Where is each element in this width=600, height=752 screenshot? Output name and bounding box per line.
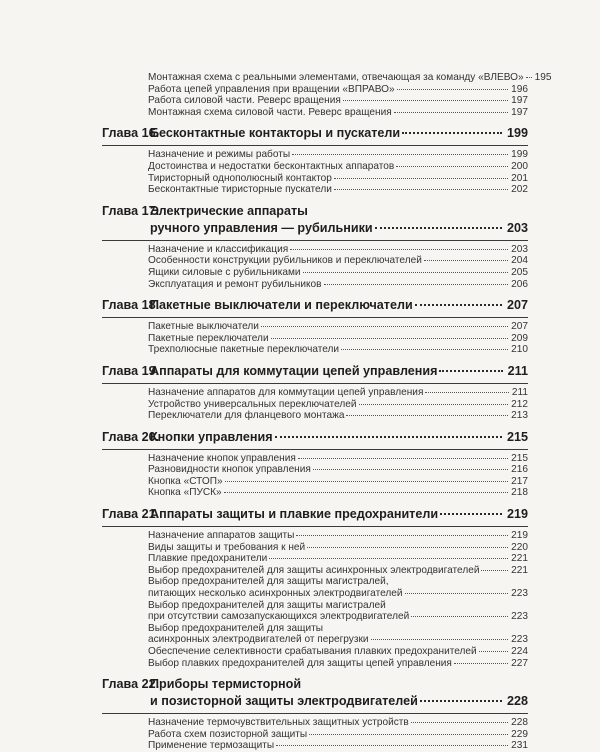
chapter-title: Приборы термисторной: [150, 677, 302, 692]
dot-leader: [396, 166, 508, 167]
dot-leader: [224, 492, 509, 493]
entry-page-number: 227: [511, 657, 528, 669]
entry-page-number: 216: [511, 464, 528, 476]
dot-leader: [292, 154, 508, 155]
entry-text: Обеспечение селективности срабатывания плавких предохранителей: [148, 646, 477, 657]
dot-leader: [479, 651, 508, 652]
dot-leader: [313, 469, 508, 470]
chapter-page-number: 215: [506, 429, 528, 444]
entry-text: Работа цепей управления при вращении «ВПРАВО»: [148, 83, 395, 95]
chapter-page-number: 203: [506, 220, 528, 235]
dot-leader: [341, 349, 508, 350]
entry-row: [148, 634, 528, 646]
dot-leader: [334, 178, 508, 179]
chapter-heading[interactable]: [102, 676, 528, 714]
entry-page-number: 212: [511, 398, 528, 410]
entry-page-number: 231: [511, 740, 528, 752]
dot-leader: [307, 547, 508, 548]
entry-text: Бесконтактные тиристорные пускатели: [148, 184, 332, 196]
entry-page-number: 223: [511, 634, 528, 646]
entry-text: Переключатели для фланцевого монтажа: [148, 410, 345, 422]
entry-text: Выбор предохранителей для защиты: [148, 622, 323, 634]
chapter-number: Глава 22.: [102, 677, 160, 692]
entry-page-number: 217: [511, 475, 528, 487]
dot-leader: [261, 326, 508, 327]
entry-text: Работа силовой части. Реверс вращения: [148, 95, 341, 107]
chapter-page-number: 219: [506, 507, 528, 522]
dot-leader: [440, 513, 502, 515]
entry-page-number: 218: [511, 487, 528, 499]
dot-leader: [359, 404, 509, 405]
entry-page-number: 197: [511, 106, 528, 118]
toc-entry[interactable]: [148, 530, 528, 542]
dot-leader: [269, 558, 508, 559]
chapter-number: Глава 16.: [102, 126, 160, 141]
chapter-title-line: [102, 363, 528, 380]
dot-leader: [439, 370, 502, 372]
entry-text: Достоинства и недостатки бесконтактных аппаратов: [148, 160, 395, 172]
dot-leader: [298, 458, 508, 459]
dot-leader: [424, 260, 508, 261]
chapter-title: и позисторной защиты электродвигателей: [150, 694, 418, 709]
toc-entry[interactable]: [148, 244, 528, 256]
entry-text: Выбор плавких предохранителей для защиты цепей управления: [148, 657, 452, 669]
chapter-title-line: [102, 693, 528, 710]
toc-entry[interactable]: [148, 658, 528, 670]
entry-page-number: 221: [511, 564, 528, 576]
dot-leader: [324, 284, 509, 285]
chapter-number: Глава 19.: [102, 363, 160, 378]
dot-leader: [402, 132, 502, 134]
dot-leader: [346, 415, 508, 416]
toc-entry[interactable]: [148, 333, 528, 345]
entry-text: Назначение кнопок управления: [148, 452, 296, 464]
toc-entry[interactable]: [148, 399, 528, 411]
entry-text: Назначение и классификация: [148, 243, 289, 255]
entry-text: Тиристорный однополюсный контактор: [148, 172, 332, 184]
entry-page-number: 199: [511, 149, 528, 161]
toc-entry[interactable]: [102, 95, 528, 107]
dot-leader: [334, 189, 508, 190]
toc-entry[interactable]: [148, 576, 528, 599]
toc-entry[interactable]: [148, 410, 528, 422]
entry-text: Пакетные выключатели: [148, 321, 259, 333]
entry-text: Выбор предохранителей для защиты асинхронных электродвигателей: [148, 564, 480, 576]
dot-leader: [394, 112, 508, 113]
entry-text: Кнопка «СТОП»: [148, 475, 223, 487]
entry-text: Назначение аппаратов защиты: [148, 530, 295, 542]
entry-page-number: 206: [511, 278, 528, 290]
entry-text: Выбор предохранителей для защиты магистралей,: [148, 576, 389, 588]
chapter-title-line: [102, 506, 528, 523]
toc-entry[interactable]: [148, 184, 528, 196]
chapter-title: Аппараты защиты и плавкие предохранители: [150, 507, 439, 522]
dot-leader: [296, 535, 508, 536]
toc-entry[interactable]: [148, 600, 528, 623]
chapter-title: Аппараты для коммутации цепей управления: [150, 363, 438, 378]
chapter-title-line: [102, 297, 528, 314]
toc-entry[interactable]: [102, 84, 528, 96]
intro-entries: [102, 72, 552, 118]
dot-leader: [343, 100, 508, 101]
dot-leader: [275, 436, 502, 438]
toc-entry[interactable]: [148, 565, 528, 577]
entry-text: асинхронных электродвигателей от перегрузки: [148, 634, 369, 646]
entry-row: [148, 611, 528, 623]
entry-page-number: 220: [511, 541, 528, 553]
entry-page-number: 202: [511, 184, 528, 196]
dot-leader: [371, 639, 509, 640]
toc-entry[interactable]: [148, 740, 528, 752]
entry-text: Особенности конструкции рубильников и переключателей: [148, 255, 422, 267]
dot-leader: [309, 734, 508, 735]
entry-text: Выбор предохранителей для защиты магистралей: [148, 599, 386, 611]
toc-entry[interactable]: [148, 267, 528, 279]
toc-entry[interactable]: [102, 107, 528, 119]
chapter-heading[interactable]: [102, 363, 528, 384]
toc-entry[interactable]: [148, 149, 528, 161]
chapter-heading[interactable]: [102, 203, 528, 241]
chapter-section: [102, 506, 528, 669]
entry-text: при отсутствии самозапускающихся электродвигателей: [148, 611, 410, 623]
toc-entry[interactable]: [148, 344, 528, 356]
chapter-entries: [102, 387, 528, 422]
dot-leader: [411, 722, 508, 723]
toc-entry[interactable]: [148, 553, 528, 565]
chapter-entries: [102, 321, 528, 356]
entry-text: Ящики силовые с рубильниками: [148, 266, 301, 278]
entry-page-number: 197: [511, 95, 528, 107]
chapter-heading[interactable]: [102, 506, 528, 527]
chapter-section: [102, 297, 528, 356]
entry-text: Трехполюсные пакетные переключатели: [148, 344, 340, 356]
chapter-page-number: 207: [506, 298, 528, 313]
chapter-section: [102, 676, 528, 752]
toc-entry[interactable]: [148, 729, 528, 741]
entry-page-number: 196: [511, 83, 528, 95]
dot-leader: [526, 77, 532, 78]
entry-text: Эксплуатация и ремонт рубильников: [148, 278, 322, 290]
toc-entry[interactable]: [148, 464, 528, 476]
chapter-number: Глава 21.: [102, 507, 160, 522]
chapter-page-number: 199: [506, 126, 528, 141]
toc-entry[interactable]: [148, 487, 528, 499]
chapter-entries: [102, 149, 528, 195]
entry-page-number: 223: [511, 588, 528, 600]
entry-text: Кнопка «ПУСК»: [148, 487, 222, 499]
entry-text: Назначение термочувствительных защитных устройств: [148, 717, 409, 729]
entry-text: Монтажная схема с реальными элементами, отвечающая за команду «ВЛЕВО»: [148, 72, 524, 83]
toc-entry[interactable]: [148, 542, 528, 554]
entry-page-number: 221: [511, 553, 528, 565]
entry-page-number: 203: [511, 243, 528, 255]
entry-page-number: 219: [511, 530, 528, 542]
chapter-title: ручного управления — рубильники: [150, 220, 373, 235]
chapter-heading[interactable]: [102, 429, 528, 450]
table-of-contents: [102, 72, 552, 752]
chapter-title-line: [102, 220, 528, 237]
toc-entry[interactable]: [148, 321, 528, 333]
dot-leader: [425, 392, 508, 393]
entry-page-number: 228: [511, 717, 528, 729]
toc-entry[interactable]: [148, 387, 528, 399]
entry-page-number: 211: [511, 386, 528, 398]
dot-leader: [375, 227, 502, 229]
entry-text: Применение термозащиты: [148, 740, 275, 752]
chapter-title: Электрические аппараты: [150, 203, 308, 218]
entry-text: Назначение аппаратов для коммутации цепей управления: [148, 386, 424, 398]
toc-entry[interactable]: [148, 476, 528, 488]
entry-page-number: 204: [511, 255, 528, 267]
chapter-title: Кнопки управления: [150, 429, 273, 444]
chapter-section: [102, 125, 528, 195]
toc-entry[interactable]: [102, 72, 552, 84]
entry-text: Плавкие предохранители: [148, 553, 268, 565]
chapter-title-line: [102, 676, 528, 693]
entry-text: Виды защиты и требования к ней: [148, 541, 306, 553]
entry-page-number: 195: [534, 72, 552, 83]
chapter-page-number: 211: [507, 363, 528, 378]
dot-leader: [271, 338, 509, 339]
chapter-number: Глава 20.: [102, 429, 160, 444]
entry-text: питающих несколько асинхронных электродвигателей: [148, 588, 403, 600]
dot-leader: [225, 481, 509, 482]
toc-entry[interactable]: [148, 173, 528, 185]
entry-text: Назначение и режимы работы: [148, 149, 291, 161]
entry-row: [148, 588, 528, 600]
dot-leader: [405, 593, 509, 594]
entry-text: Разновидности кнопок управления: [148, 464, 311, 476]
entry-text: Работа схем позисторной защиты: [148, 728, 308, 740]
dot-leader: [290, 249, 508, 250]
entry-page-number: 205: [511, 266, 528, 278]
entry-text: Монтажная схема силовой части. Реверс вращения: [148, 106, 392, 118]
chapter-entries: [102, 453, 528, 499]
entry-page-number: 209: [511, 332, 528, 344]
chapter-heading[interactable]: [102, 125, 528, 146]
dot-leader: [481, 570, 508, 571]
entry-page-number: 224: [511, 646, 528, 657]
chapter-entries: [102, 717, 528, 752]
dot-leader: [411, 616, 508, 617]
entry-page-number: 200: [511, 160, 528, 172]
entry-page-number: 223: [511, 611, 528, 623]
chapter-title: Бесконтактные контакторы и пускатели: [150, 126, 401, 141]
chapter-title-line: [102, 203, 528, 220]
entry-text: Пакетные переключатели: [148, 332, 269, 344]
chapter-section: [102, 429, 528, 499]
dot-leader: [397, 89, 509, 90]
toc-entry[interactable]: [148, 453, 528, 465]
dot-leader: [276, 745, 508, 746]
chapter-heading[interactable]: [102, 297, 528, 318]
toc-entry[interactable]: [148, 646, 528, 658]
chapter-entries: [102, 530, 528, 669]
dot-leader: [454, 663, 508, 664]
entry-page-number: 207: [511, 321, 528, 333]
dot-leader: [415, 304, 502, 306]
chapter-entries: [102, 244, 528, 290]
chapter-title-line: [102, 429, 528, 446]
toc-entry[interactable]: [148, 161, 528, 173]
toc-entry[interactable]: [148, 255, 528, 267]
entry-page-number: 213: [511, 410, 528, 422]
entry-page-number: 215: [511, 452, 528, 464]
dot-leader: [420, 700, 502, 702]
chapter-section: [102, 363, 528, 422]
toc-entry[interactable]: [148, 717, 528, 729]
chapter-page-number: 228: [506, 694, 528, 709]
entry-text: Устройство универсальных переключателей: [148, 398, 357, 410]
entry-page-number: 201: [511, 172, 528, 184]
chapter-number: Глава 18.: [102, 298, 160, 313]
chapter-title: Пакетные выключатели и переключатели: [150, 298, 413, 313]
toc-entry[interactable]: [148, 279, 528, 291]
toc-entry[interactable]: [148, 623, 528, 646]
chapter-section: [102, 203, 528, 290]
dot-leader: [303, 272, 509, 273]
entry-page-number: 229: [511, 728, 528, 740]
chapter-title-line: [102, 125, 528, 142]
chapter-number: Глава 17.: [102, 203, 160, 218]
entry-page-number: 210: [511, 344, 528, 356]
